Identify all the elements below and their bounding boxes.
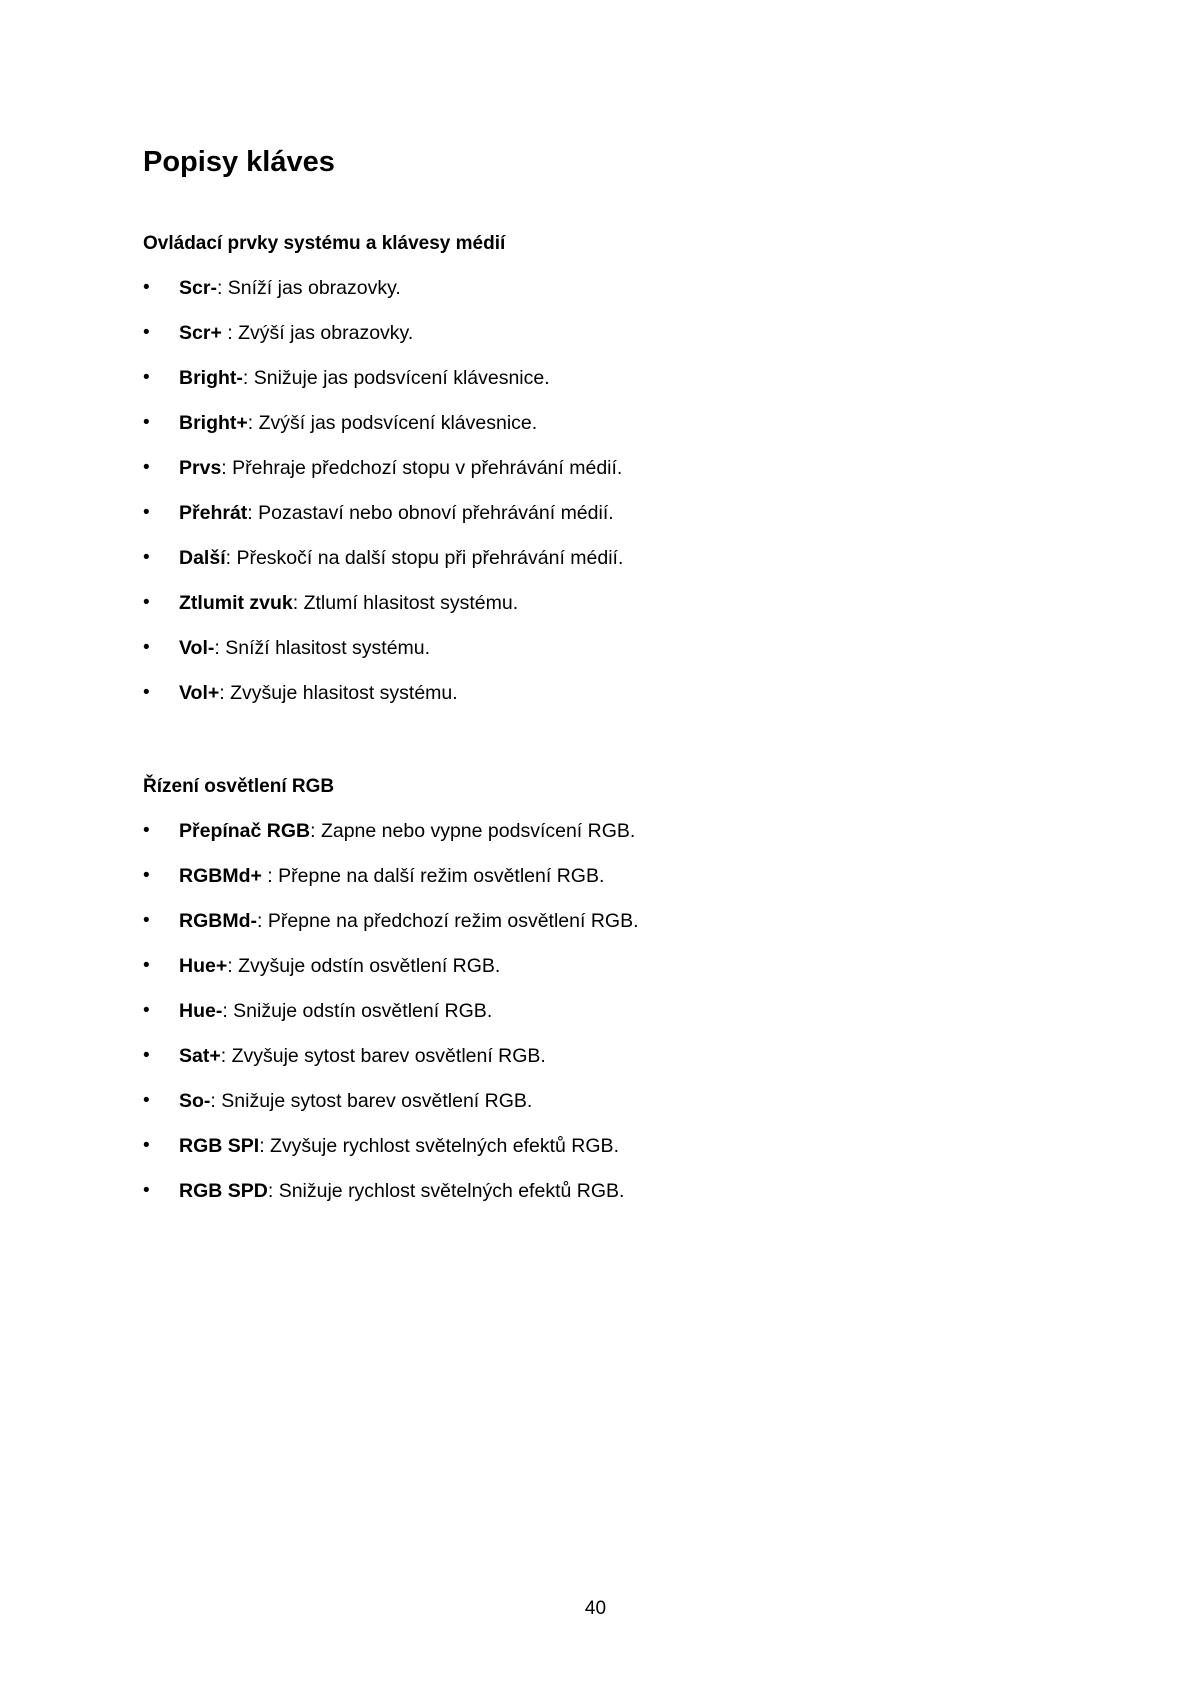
list-item: [143, 634, 623, 679]
key-description: : Snižuje jas podsvícení klávesnice.: [242, 367, 550, 389]
list-item: [143, 454, 623, 499]
list-item: [143, 1087, 639, 1132]
bullet-icon: •: [143, 412, 150, 433]
list-item: [143, 952, 639, 997]
key-description: : Sníží hlasitost systému.: [214, 637, 431, 659]
list-item: [143, 862, 639, 907]
key-term: Přepínač RGB: [179, 820, 311, 842]
bullet-icon: •: [143, 1045, 150, 1066]
bullet-icon: •: [143, 955, 150, 976]
key-term: RGB SPI: [179, 1135, 260, 1157]
key-description: : Zvýší jas podsvícení klávesnice.: [247, 412, 538, 434]
key-term: Bright+: [179, 412, 248, 434]
key-term: Hue-: [179, 1000, 223, 1022]
bullet-icon: •: [143, 457, 150, 478]
key-term: Prvs: [179, 457, 222, 479]
list-item: [143, 1042, 639, 1087]
key-term: Sat+: [179, 1045, 221, 1067]
key-description: : Zapne nebo vypne podsvícení RGB.: [310, 820, 636, 842]
key-term: RGB SPD: [179, 1180, 268, 1202]
key-term: Scr+: [179, 322, 222, 344]
key-description: : Ztlumí hlasitost systému.: [292, 592, 519, 614]
list-item: [143, 544, 623, 589]
key-description: : Snižuje sytost barev osvětlení RGB.: [210, 1090, 533, 1112]
bullet-icon: •: [143, 682, 150, 703]
key-term: Hue+: [179, 955, 228, 977]
list-item: [143, 1132, 639, 1177]
list-item: [143, 997, 639, 1042]
bullet-icon: •: [143, 1000, 150, 1021]
key-description: : Zvýší jas obrazovky.: [221, 322, 414, 344]
bullet-icon: •: [143, 322, 150, 343]
bullet-icon: •: [143, 1090, 150, 1111]
key-term: Ztlumit zvuk: [179, 592, 293, 614]
bullet-icon: •: [143, 367, 150, 388]
key-term: RGBMd+: [179, 865, 262, 887]
rgb-lighting-key-list: [143, 817, 639, 1222]
key-description: : Sníží jas obrazovky.: [216, 277, 401, 299]
list-item: [143, 589, 623, 634]
key-description: : Zvyšuje rychlost světelných efektů RGB.: [259, 1135, 619, 1157]
key-term: Přehrát: [179, 502, 248, 524]
bullet-icon: •: [143, 592, 150, 613]
bullet-icon: •: [143, 637, 150, 658]
section-heading-rgb-lighting: Řízení osvětlení RGB: [143, 776, 335, 797]
key-description: : Pozastaví nebo obnoví přehrávání médií.: [247, 502, 614, 524]
bullet-icon: •: [143, 277, 150, 298]
bullet-icon: •: [143, 910, 150, 931]
key-description: : Přepne na předchozí režim osvětlení RGB.: [256, 910, 639, 932]
bullet-icon: •: [143, 1135, 150, 1156]
key-term: Vol+: [179, 682, 220, 704]
key-description: : Přeskočí na další stopu při přehrávání médií.: [225, 547, 624, 569]
key-description: : Zvyšuje sytost barev osvětlení RGB.: [220, 1045, 546, 1067]
key-description: : Snižuje odstín osvětlení RGB.: [222, 1000, 493, 1022]
bullet-icon: •: [143, 547, 150, 568]
key-term: Bright-: [179, 367, 243, 389]
list-item: [143, 817, 639, 862]
list-item: [143, 364, 623, 409]
key-description: : Přepne na další režim osvětlení RGB.: [261, 865, 605, 887]
system-media-key-list: [143, 274, 623, 724]
list-item: [143, 409, 623, 454]
bullet-icon: •: [143, 502, 150, 523]
key-term: RGBMd-: [179, 910, 257, 932]
key-description: : Zvyšuje odstín osvětlení RGB.: [227, 955, 501, 977]
page-title: Popisy kláves: [143, 146, 335, 178]
bullet-icon: •: [143, 1180, 150, 1201]
list-item: [143, 907, 639, 952]
key-term: Vol-: [179, 637, 215, 659]
list-item: [143, 319, 623, 364]
list-item: [143, 679, 623, 724]
page-number: 40: [584, 1598, 607, 1619]
list-item: [143, 274, 623, 319]
bullet-icon: •: [143, 820, 150, 841]
key-description: : Zvyšuje hlasitost systému.: [219, 682, 458, 704]
section-heading-system-media: Ovládací prvky systému a klávesy médií: [143, 233, 506, 254]
bullet-icon: •: [143, 865, 150, 886]
key-description: : Přehraje předchozí stopu v přehrávání médií.: [221, 457, 623, 479]
key-term: So-: [179, 1090, 211, 1112]
key-term: Scr-: [179, 277, 217, 299]
list-item: [143, 1177, 639, 1222]
list-item: [143, 499, 623, 544]
key-term: Další: [179, 547, 226, 569]
key-description: : Snižuje rychlost světelných efektů RGB.: [267, 1180, 625, 1202]
